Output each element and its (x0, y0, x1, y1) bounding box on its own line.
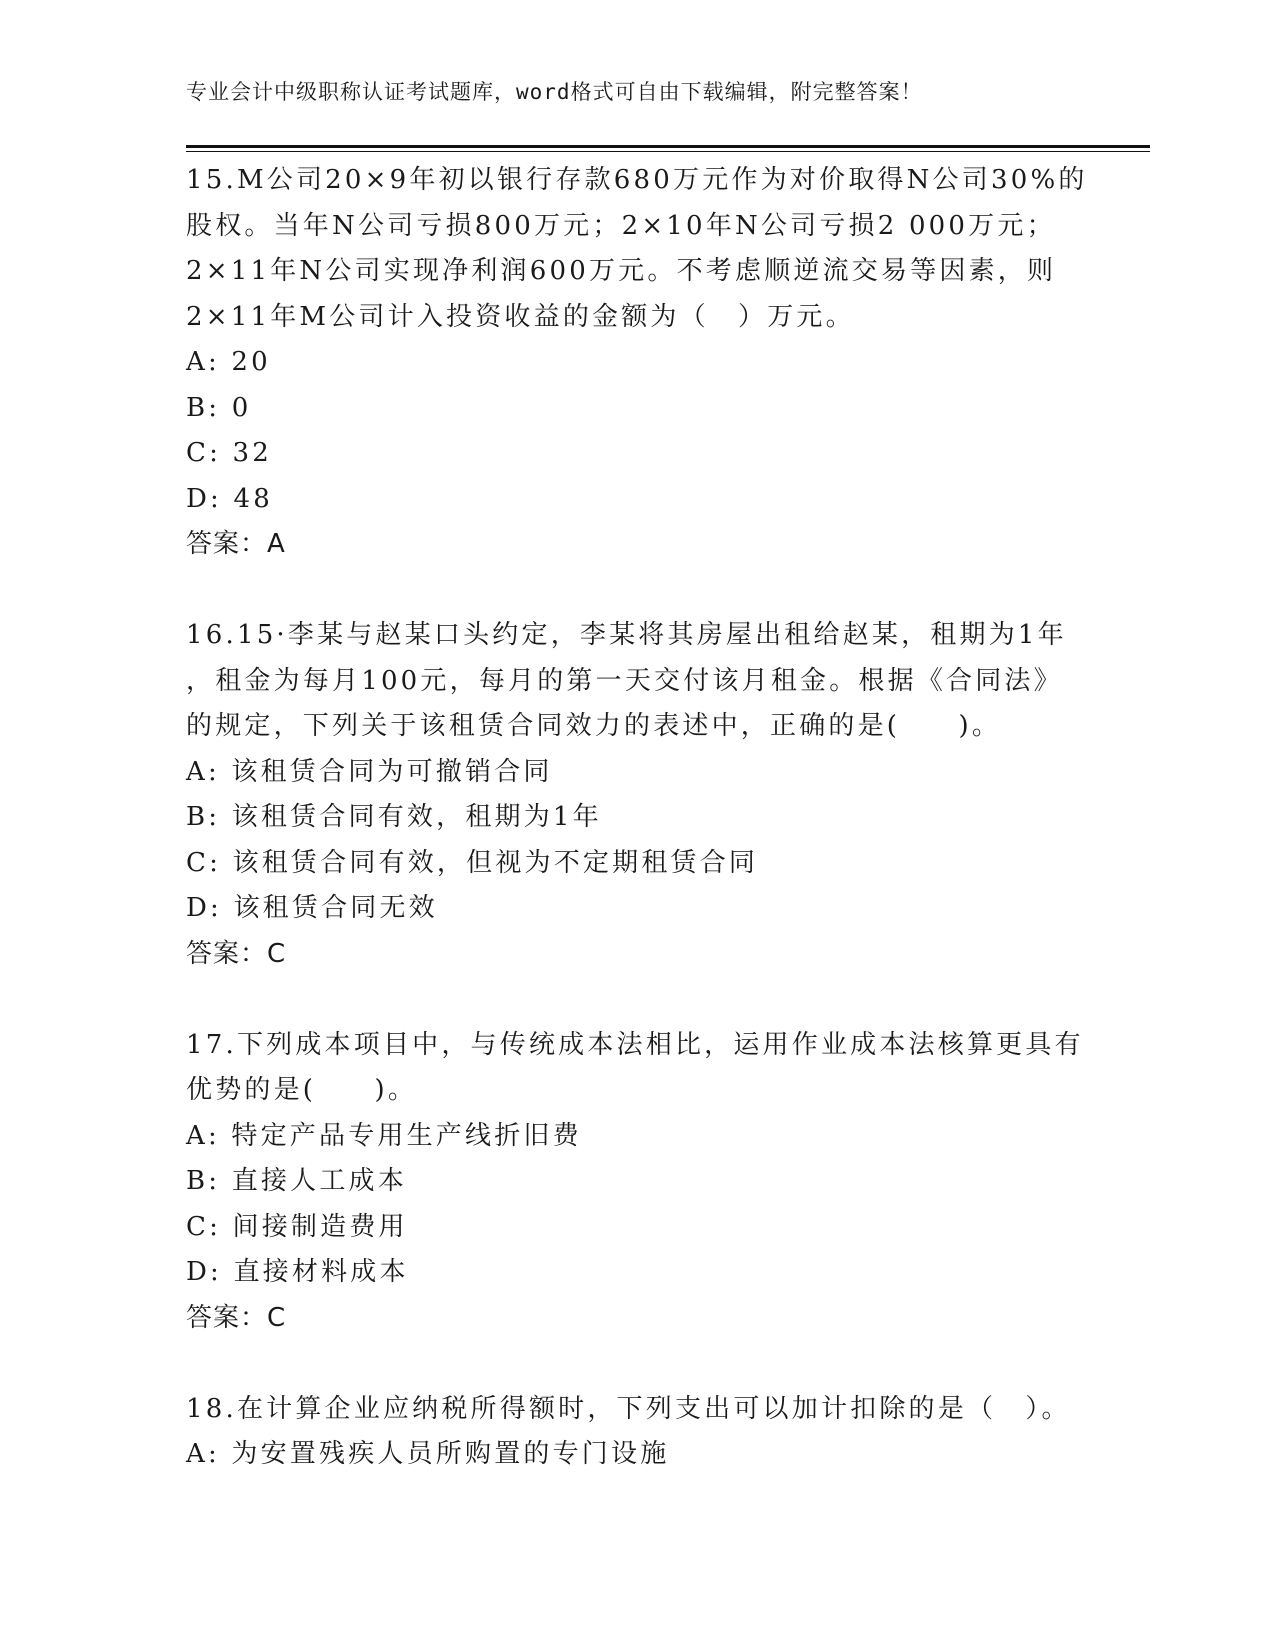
spacer (186, 568, 1106, 614)
question-text-line: 17.下列成本项目中，与传统成本法相比，运用作业成本法核算更具有 (186, 1029, 1084, 1060)
option-d: D: 该租赁合同无效 (186, 893, 438, 923)
page-header: 专业会计中级职称认证考试题库，word格式可自由下载编辑，附完整答案！ (186, 80, 923, 104)
answer-label: 答案：A (186, 529, 286, 559)
option-a: A: 20 (186, 347, 271, 377)
question-list (186, 158, 1106, 1478)
option-b: B: 0 (186, 392, 252, 423)
answer-label: 答案：C (186, 1302, 287, 1333)
option-d: D: 48 (186, 483, 273, 514)
option-c: C: 该租赁合同有效，但视为不定期租赁合同 (186, 847, 759, 878)
option-c: C: 32 (186, 438, 273, 468)
option-a: A: 特定产品专用生产线折旧费 (186, 1120, 582, 1151)
question-text-line: 股权。当年N公司亏损800万元；2×10年N公司亏损2 000万元； (186, 210, 1056, 241)
question-15 (186, 158, 1106, 568)
option-c: C: 间接制造费用 (186, 1211, 408, 1242)
question-text-line: ，租金为每月100元，每月的第一天交付该月租金。根据《合同法》 (186, 665, 1063, 696)
question-text-line: 2×11年N公司实现净利润600万元。不考虑顺逆流交易等因素，则 (186, 256, 1057, 286)
question-16 (186, 613, 1106, 977)
header-rule-thick (186, 145, 1150, 148)
question-text-line: 的规定，下列关于该租赁合同效力的表述中，正确的是( )。 (186, 711, 1002, 741)
option-a: A: 为安置残疾人员所购置的专门设施 (186, 1439, 670, 1469)
option-a: A: 该租赁合同为可撤销合同 (186, 756, 553, 787)
header-rule-thin (186, 151, 1150, 152)
option-b: B: 直接人工成本 (186, 1166, 407, 1196)
question-17 (186, 1023, 1106, 1342)
question-text-line: 15.M公司20×9年初以银行存款680万元作为对价取得N公司30%的 (186, 165, 1088, 195)
question-text-line: 16.15·李某与赵某口头约定，李某将其房屋出租给赵某，租期为1年 (186, 620, 1067, 650)
answer-label: 答案：C (186, 938, 287, 969)
question-text-line: 优势的是( )。 (186, 1075, 418, 1105)
option-b: B: 该租赁合同有效，租期为1年 (186, 802, 602, 832)
question-text-line: 2×11年M公司计入投资收益的金额为（ ）万元。 (186, 301, 855, 332)
question-18 (186, 1387, 1106, 1478)
spacer (186, 977, 1106, 1023)
option-d: D: 直接材料成本 (186, 1257, 409, 1287)
question-text-line: 18.在计算企业应纳税所得额时，下列支出可以加计扣除的是（ ）。 (186, 1393, 1071, 1424)
spacer (186, 1341, 1106, 1387)
